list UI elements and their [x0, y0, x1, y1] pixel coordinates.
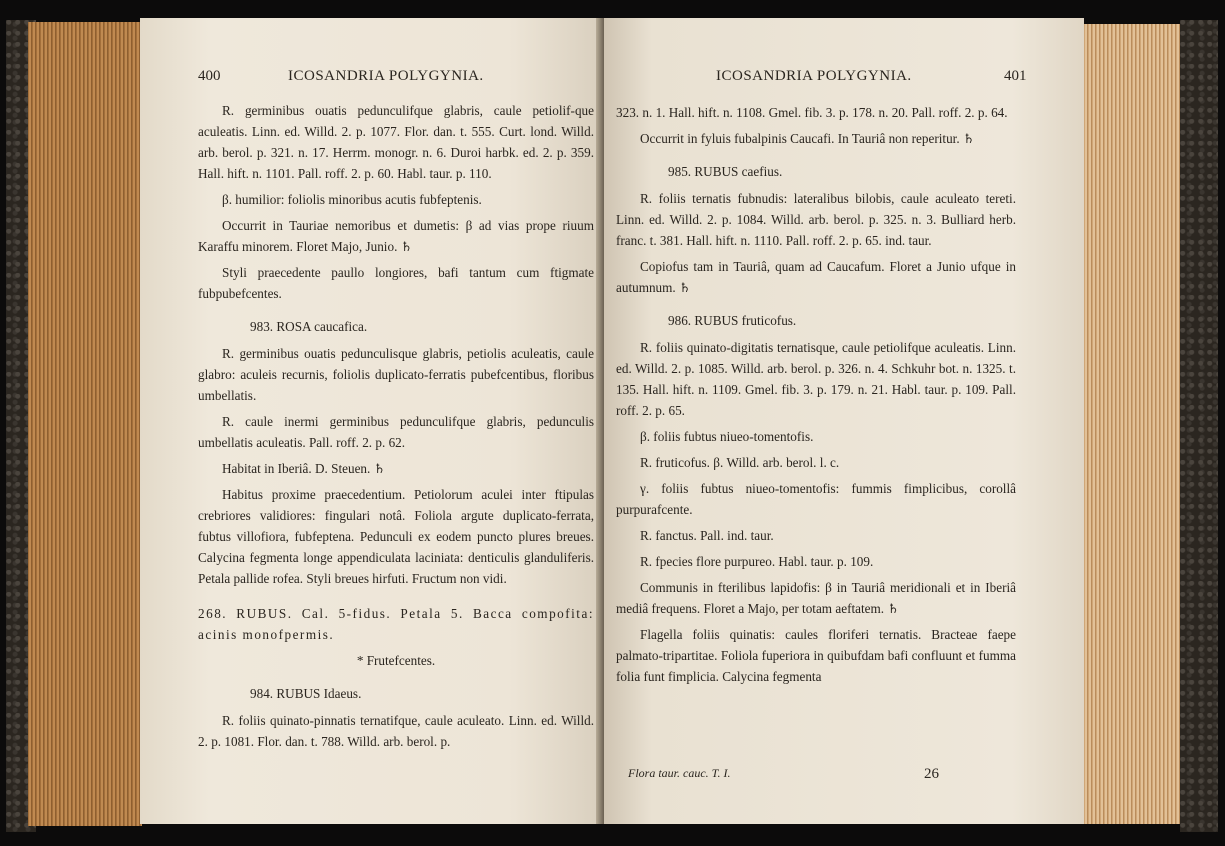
- right-cover: [1180, 20, 1218, 832]
- left-page: [140, 18, 602, 824]
- left-page-number: 400: [198, 68, 221, 84]
- entry-text: R. foliis ternatis fubnudis: lateralibus bilobis, caule aculeato tereti. Linn. ed. Willd. 2. p. 1084. Willd. arb. berol. p. 325. n. 3. Bulliard herb. franc. t. 381. Hall. hift. n. 1110. Pall. roff. 2. p. 65. ind. taur.: [616, 191, 1016, 248]
- entry-text: R. foliis quinato-digitatis ternatisque, caule petiolifque aculeatis. Linn. ed. Willd. 2. p. 1085. Willd. arb. berol. p. 326. n. 4. Schkuhr bot. n. 1325. t. 135. Hall. hift. n. 1109. Gmel. fib. 3. p. 179. n. 21. Habl. taur. p. 109. Pall. roff. 2. p. 65.: [616, 340, 1016, 418]
- right-page: [604, 18, 1084, 824]
- section-heading: * Frutefcentes.: [356, 653, 436, 668]
- gathering-number: 26: [924, 766, 939, 782]
- entry-text: R. germinibus ouatis pedunculifque glabris, caule petiolif-que aculeatis. Linn. ed. Willd. 2. p. 1077. Flor. dan. t. 555. Curt. lond. Willd. arb. berol. p. 321. n. 17. Herrm. monogr. n. 6. Duroi harbk. ed. 2. p. 359. Hall. hift. n. 1101. Pall. roff. 2. p. 60. Habl. taur. p. 110.: [198, 103, 594, 181]
- synonym-text: R. fruticofus. β. Willd. arb. berol. l. c.: [640, 455, 840, 470]
- entry-text: R. foliis quinato-pinnatis ternatifque, caule aculeato. Linn. ed. Willd. 2. p. 1081. Flor. dan. t. 788. Willd. arb. berol. p.: [198, 713, 594, 749]
- species-heading: 985. RUBUS caefius.: [668, 164, 783, 179]
- note-text: Styli praecedente paullo longiores, bafi tantum cum ftigmate fubpubefcentes.: [198, 265, 594, 301]
- variety-text: γ. foliis fubtus niueo-tomentofis: fummis fimplicibus, corollâ purpurafcente.: [616, 481, 1016, 517]
- variety-text: β. humilior: foliolis minoribus acutis fubfeptenis.: [222, 192, 482, 207]
- species-heading: 984. RUBUS Idaeus.: [250, 686, 362, 701]
- left-running-head: ICOSANDRIA POLYGYNIA.: [288, 68, 484, 84]
- entry-text: R. caule inermi germinibus pedunculifque glabris, pedunculis umbellatis aculeatis. Pall. roff. 2. p. 62.: [198, 414, 594, 450]
- right-page-number: 401: [1004, 68, 1027, 84]
- right-running-head: ICOSANDRIA POLYGYNIA.: [716, 68, 912, 84]
- left-page-text: [198, 100, 594, 757]
- entry-text: R. germinibus ouatis pedunculisque glabris, petiolis aculeatis, caule glabro: aculeis recurnis, foliolis duplicato-ferratis pubefcentibus, floribus umbellatis.: [198, 346, 594, 403]
- left-page-edges: [28, 22, 142, 826]
- habitat-text: Occurrit in Tauriae nemoribus et dumetis: β ad vias prope riuum Karaffu minorem. Floret Majo, Junio. ♄: [198, 218, 594, 254]
- description-text: Habitus proxime praecedentium. Petiolorum aculei inter ftipulas crebriores validiores: fingulari notâ. Foliola argute duplicato-ferrata, fubtus villofiora, fubfeptena. Pedunculi ex eodem puncto plures breues. Calycina fegmenta longe appendiculata laciniata: denticulis glanduliferis. Petala pallide rofea. Styli breues hirfuti. Fructum non vidi.: [198, 487, 594, 586]
- habitat-text: Copiofus tam in Tauriâ, quam ad Caucafum. Floret a Junio ufque in autumnum. ♄: [616, 259, 1016, 295]
- signature-mark: Flora taur. cauc. T. I.: [628, 766, 731, 780]
- description-text: Flagella foliis quinatis: caules floriferi ternatis. Bracteae faepe palmato-tripartitae. Foliola fuperiora in quibufdam bafi confluunt et fumma folia funt fimplicia. Calycina fegmenta: [616, 627, 1016, 684]
- synonym-text: R. fanctus. Pall. ind. taur.: [640, 528, 774, 543]
- entry-text: 323. n. 1. Hall. hift. n. 1108. Gmel. fib. 3. p. 178. n. 20. Pall. roff. 2. p. 64.: [616, 105, 1008, 120]
- species-heading: 986. RUBUS fruticofus.: [668, 313, 797, 328]
- right-page-text: [616, 102, 1016, 692]
- habitat-text: Occurrit in fyluis fubalpinis Caucafi. In Tauriâ non reperitur. ♄: [640, 131, 975, 146]
- species-heading: 983. ROSA caucafica.: [250, 319, 368, 334]
- habitat-text: Habitat in Iberiâ. D. Steuen. ♄: [222, 461, 386, 476]
- synonym-text: R. fpecies flore purpureo. Habl. taur. p. 109.: [640, 554, 874, 569]
- right-page-edges: [1080, 24, 1180, 824]
- habitat-text: Communis in fterilibus lapidofis: β in Tauriâ meridionali et in Iberiâ mediâ frequens. Floret a Majo, per totam aeftatem. ♄: [616, 580, 1016, 616]
- variety-text: β. foliis fubtus niueo-tomentofis.: [640, 429, 814, 444]
- genus-heading: 268. RUBUS. Cal. 5-fidus. Petala 5. Bacca compofita: acinis monofpermis.: [198, 606, 594, 642]
